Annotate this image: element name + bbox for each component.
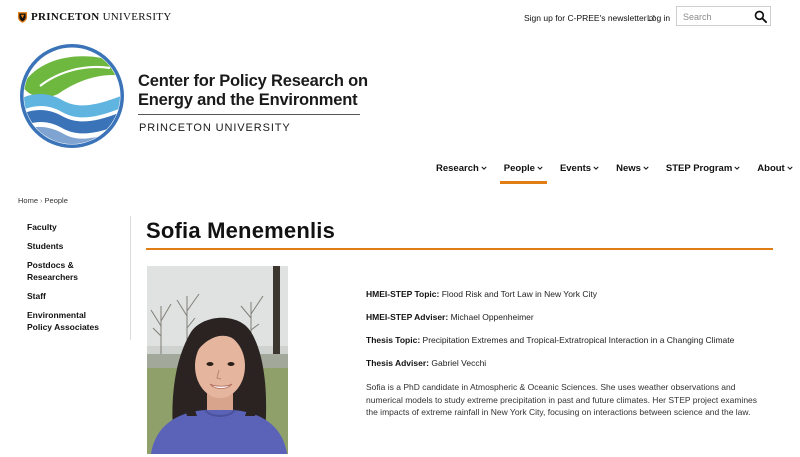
detail-hmei-step-adviser xyxy=(366,312,766,323)
newsletter-signup-link[interactable] xyxy=(524,13,655,23)
detail-value: Gabriel Vecchi xyxy=(431,358,487,368)
detail-value: Flood Risk and Tort Law in New York City xyxy=(441,289,598,299)
search-input[interactable] xyxy=(683,10,755,23)
detail-thesis-topic xyxy=(366,335,766,346)
center-title-divider xyxy=(138,114,360,115)
nav-news[interactable] xyxy=(616,163,649,187)
sidebar xyxy=(27,221,117,340)
princeton-university-logo[interactable] xyxy=(18,11,172,23)
nav-label: Research xyxy=(436,163,479,174)
title-underline xyxy=(146,248,773,250)
sidebar-item-environmental-policy-associates[interactable]: Environmental Policy Associates xyxy=(27,310,99,332)
profile-photo xyxy=(147,266,288,454)
princeton-shield-icon xyxy=(18,12,27,23)
detail-thesis-adviser xyxy=(366,358,766,369)
nav-about[interactable] xyxy=(757,163,792,187)
sidebar-item-students[interactable]: Students xyxy=(27,241,64,251)
detail-value: Precipitation Extremes and Tropical-Extratropical Interaction in a Changing Climate xyxy=(422,335,735,345)
breadcrumb-current: People xyxy=(44,196,68,205)
detail-label: HMEI-STEP Adviser: xyxy=(366,312,449,322)
detail-hmei-step-topic xyxy=(366,289,766,300)
nav-people[interactable] xyxy=(504,163,543,187)
top-bar xyxy=(0,0,800,36)
detail-label: HMEI-STEP Topic: xyxy=(366,289,440,299)
login-link[interactable]: Log in xyxy=(647,13,671,23)
nav-research[interactable] xyxy=(436,163,487,187)
nav-label: About xyxy=(757,163,785,174)
sidebar-item-postdocs-researchers[interactable]: Postdocs & Researchers xyxy=(27,260,79,282)
newsletter-label: Sign up for C-PREE's newsletter xyxy=(524,13,647,23)
sidebar-divider xyxy=(130,216,131,340)
search-icon[interactable] xyxy=(754,10,767,23)
page-title: Sofia Menemenlis xyxy=(146,218,336,243)
nav-step-program[interactable] xyxy=(666,163,740,187)
chevron-down-icon xyxy=(734,166,740,170)
breadcrumb-separator: › xyxy=(40,196,43,205)
profile-details xyxy=(366,289,766,419)
nav-label: STEP Program xyxy=(665,163,733,174)
chevron-down-icon xyxy=(537,166,543,170)
chevron-down-icon xyxy=(481,166,487,170)
sidebar-item-faculty[interactable]: Faculty xyxy=(27,222,57,232)
breadcrumb-home[interactable]: Home xyxy=(18,196,39,205)
c-pree-logo-icon[interactable] xyxy=(18,42,126,150)
nav-label: News xyxy=(616,163,641,174)
center-title-line1: Center for Policy Research on xyxy=(138,72,368,90)
breadcrumb xyxy=(18,196,68,205)
detail-value: Michael Oppenheimer xyxy=(450,312,534,322)
chevron-down-icon xyxy=(643,166,649,170)
center-subtitle: PRINCETON UNIVERSITY xyxy=(139,122,291,134)
sidebar-item-staff[interactable]: Staff xyxy=(27,291,46,301)
search-box xyxy=(676,6,771,26)
detail-label: Thesis Adviser: xyxy=(366,358,429,368)
nav-label: Events xyxy=(559,163,592,174)
main-nav xyxy=(436,163,800,187)
nav-label: People xyxy=(503,163,535,174)
detail-label: Thesis Topic: xyxy=(366,335,421,345)
center-title[interactable] xyxy=(138,72,368,110)
princeton-wordmark: PRINCETON UNIVERSITY xyxy=(31,11,172,23)
profile-bio: Sofia is a PhD candidate in Atmospheric & Oceanic Sciences. She uses weather observations and numerical models to study extreme precipitation in past and future climates. Her STEP project examines the impacts of extreme rainfall in New York City, focusing on interactions between science and the law. xyxy=(366,382,758,417)
nav-events[interactable] xyxy=(560,163,599,187)
center-title-line2: Energy and the Environment xyxy=(138,91,358,109)
chevron-down-icon xyxy=(593,166,599,170)
chevron-down-icon xyxy=(787,166,793,170)
